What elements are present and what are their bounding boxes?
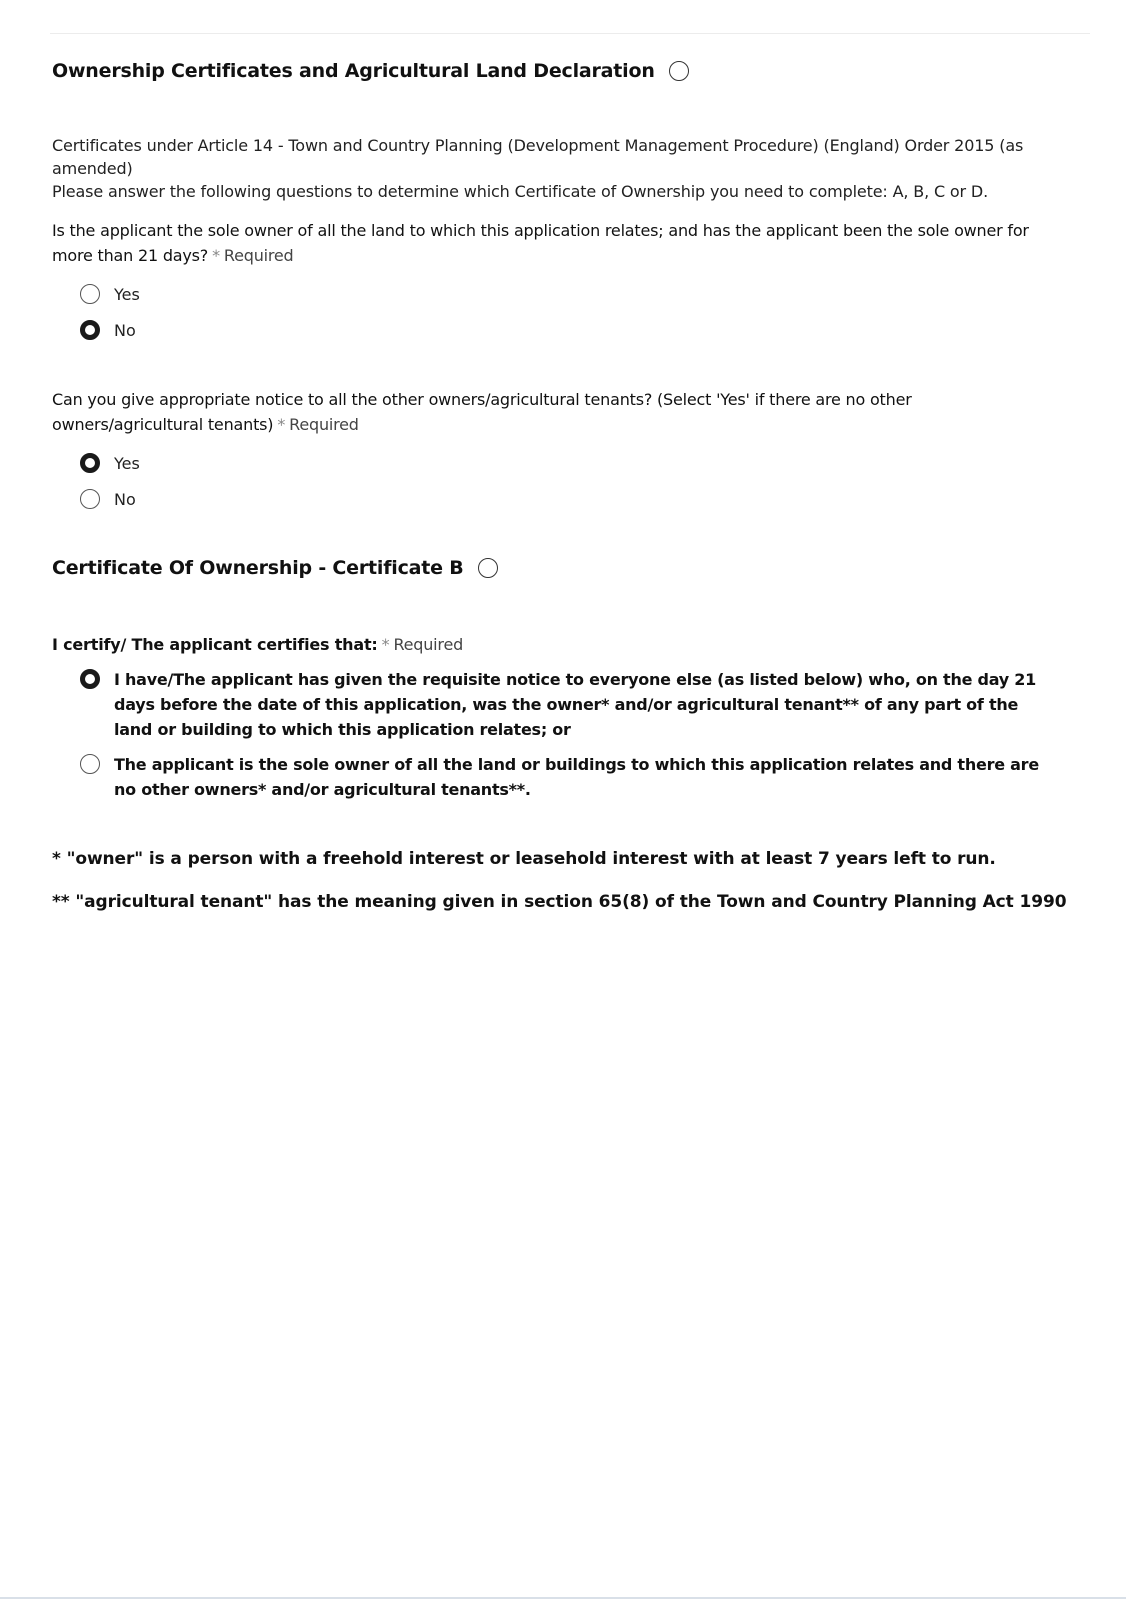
radio-button-selected[interactable] bbox=[80, 453, 100, 473]
radio-label: I have/The applicant has given the requisite notice to everyone else (as listed below) who, on the day 21 days before the date of this application, was the owner* and/or agricultural tenant** of any part of the land or building to which this application relates; or bbox=[114, 670, 1037, 739]
required-star: * bbox=[212, 246, 220, 265]
certify-label-row bbox=[52, 632, 1052, 657]
radio-option-certificate-sole-owner[interactable] bbox=[80, 752, 1060, 802]
radio-option-notice-yes[interactable] bbox=[80, 451, 140, 476]
intro-line-instructions: Please answer the following questions to determine which Certificate of Ownership you need to complete: A, B, C or D. bbox=[52, 182, 989, 201]
top-divider bbox=[50, 33, 1090, 34]
ownership-section-status-icon bbox=[669, 61, 689, 81]
required-label: Required bbox=[223, 246, 294, 265]
required-label: Required bbox=[289, 415, 359, 434]
certify-label: I certify/ The applicant certifies that: bbox=[52, 635, 378, 654]
footnote-owner: * "owner" is a person with a freehold interest or leasehold interest with at least 7 years left to run. bbox=[52, 849, 996, 869]
radio-button-selected[interactable] bbox=[80, 320, 100, 340]
intro-line-article: Certificates under Article 14 - Town and Country Planning (Development Management Procedure) (England) Order 2015 (as amended) bbox=[52, 136, 1024, 178]
certificate-section-title: Certificate Of Ownership - Certificate B bbox=[52, 557, 464, 579]
radio-label: No bbox=[114, 490, 136, 509]
certificate-section-header bbox=[52, 557, 498, 579]
ownership-section-header bbox=[52, 60, 689, 82]
question-sole-owner bbox=[52, 218, 1052, 268]
bottom-divider bbox=[0, 1597, 1126, 1599]
radio-button-unselected[interactable] bbox=[80, 489, 100, 509]
required-star: * bbox=[381, 635, 390, 654]
footnote-agricultural-tenant: ** "agricultural tenant" has the meaning given in section 65(8) of the Town and Country Planning Act 1990 bbox=[52, 892, 1067, 912]
radio-option-notice-no[interactable] bbox=[80, 487, 136, 512]
required-star: * bbox=[277, 415, 286, 434]
question-give-notice bbox=[52, 387, 1052, 437]
radio-label: No bbox=[114, 321, 136, 340]
radio-label: Yes bbox=[114, 454, 140, 473]
radio-button-unselected[interactable] bbox=[80, 284, 100, 304]
radio-button-selected[interactable] bbox=[80, 669, 100, 689]
radio-label: Yes bbox=[114, 285, 140, 304]
certificate-section-status-icon bbox=[478, 558, 498, 578]
required-label: Required bbox=[393, 635, 464, 654]
intro-text bbox=[52, 134, 1052, 203]
radio-option-certificate-notice-given[interactable] bbox=[80, 667, 1060, 742]
question-sole-owner-text: Is the applicant the sole owner of all the land to which this application relates; and has the applicant been the sole owner for more than 21 days? bbox=[52, 221, 1029, 265]
radio-option-sole-owner-no[interactable] bbox=[80, 318, 136, 343]
radio-option-sole-owner-yes[interactable] bbox=[80, 282, 140, 307]
radio-label: The applicant is the sole owner of all the land or buildings to which this application relates and there are no other owners* and/or agricultural tenants**. bbox=[114, 755, 1039, 799]
ownership-section-title: Ownership Certificates and Agricultural Land Declaration bbox=[52, 60, 655, 82]
question-give-notice-text: Can you give appropriate notice to all the other owners/agricultural tenants? (Select 'Yes' if there are no other owners/agricultural tenants) bbox=[52, 390, 912, 434]
radio-button-unselected[interactable] bbox=[80, 754, 100, 774]
